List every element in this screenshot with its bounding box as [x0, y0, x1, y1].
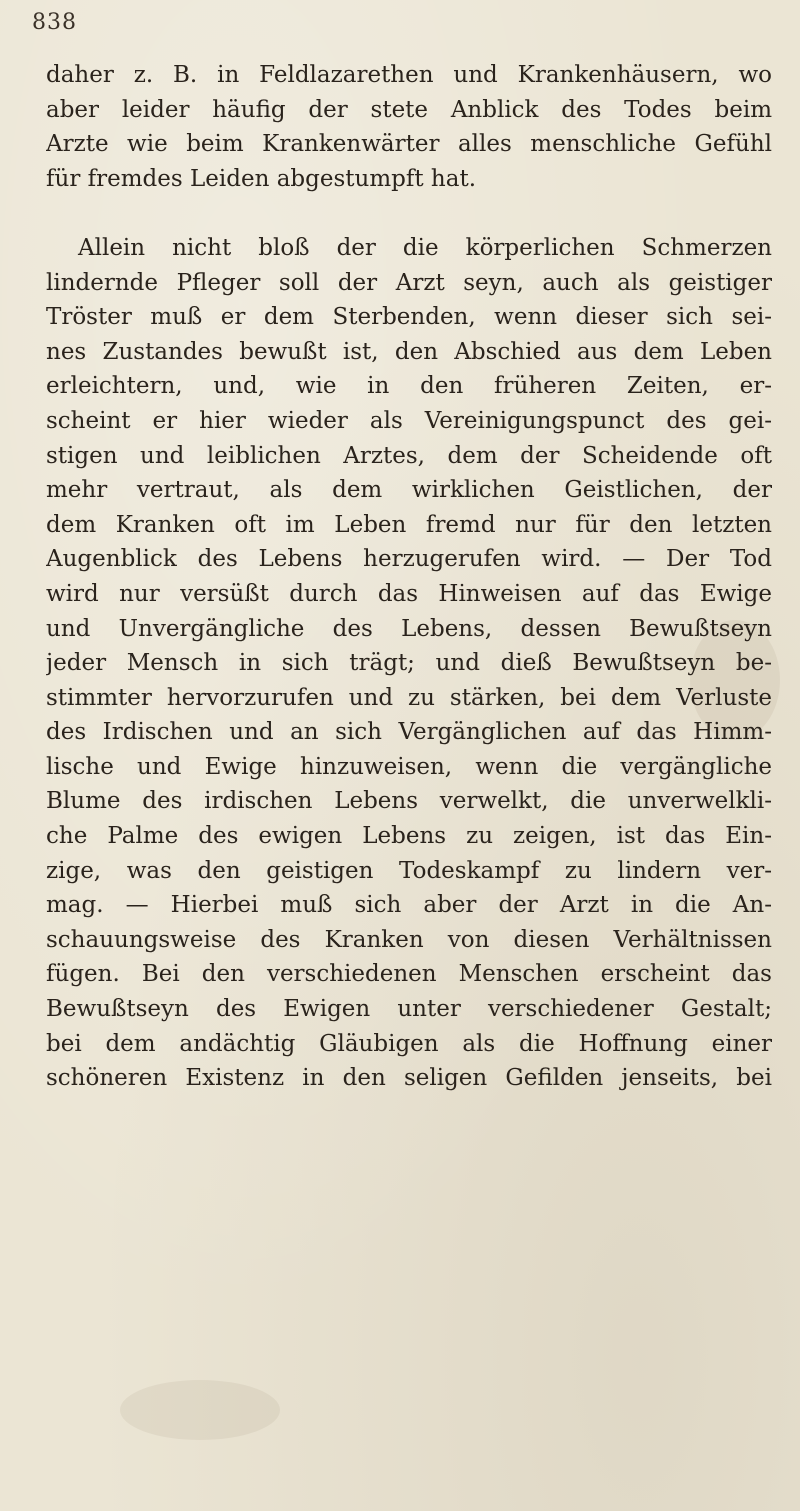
text-line: aber leider häufig der stete Anblick des Todes beim	[46, 96, 772, 123]
text-line: Arzte wie beim Krankenwärter alles menschliche Gefühl	[46, 131, 772, 158]
text-line: mag. — Hierbei muß sich aber der Arzt in die An-	[46, 892, 772, 919]
text-line: stimmter hervorzurufen und zu stärken, bei dem Verluste	[46, 684, 772, 711]
text-line: Augenblick des Lebens herzugerufen wird. — Der Tod	[46, 546, 772, 573]
paper-stain	[120, 1380, 280, 1440]
text-line: Tröster muß er dem Sterbenden, wenn dieser sich sei-	[46, 304, 772, 331]
text-line: lische und Ewige hinzuweisen, wenn die vergängliche	[46, 753, 772, 780]
paragraph-2	[46, 231, 772, 1096]
page-number: 838	[32, 10, 77, 35]
text-line: scheint er hier wieder als Vereinigungspunct des gei-	[46, 407, 772, 434]
text-line: schauungsweise des Kranken von diesen Verhältnissen	[46, 926, 772, 953]
text-line: Bewußtseyn des Ewigen unter verschiedener Gestalt;	[46, 996, 772, 1023]
text-line: und Unvergängliche des Lebens, dessen Bewußtseyn	[46, 615, 772, 642]
text-line: mehr vertraut, als dem wirklichen Geistlichen, der	[46, 477, 772, 504]
text-line: fügen. Bei den verschiedenen Menschen erscheint das	[46, 961, 772, 988]
text-line: bei dem andächtig Gläubigen als die Hoffnung einer	[46, 1030, 772, 1057]
paragraph-gap	[46, 196, 772, 231]
text-line: lindernde Pfleger soll der Arzt seyn, auch als geistiger	[46, 269, 772, 296]
text-line: Allein nicht bloß der die körperlichen Schmerzen	[78, 234, 772, 261]
body-text	[46, 58, 772, 1096]
text-line: dem Kranken oft im Leben fremd nur für den letzten	[46, 511, 772, 538]
text-line: erleichtern, und, wie in den früheren Zeiten, er-	[46, 373, 772, 400]
text-line: schöneren Existenz in den seligen Gefilden jenseits, bei	[46, 1065, 772, 1092]
text-line: daher z. B. in Feldlazarethen und Krankenhäusern, wo	[46, 62, 772, 88]
text-line: des Irdischen und an sich Vergänglichen auf das Himm-	[46, 719, 772, 746]
paragraph-1	[46, 58, 772, 196]
text-line: für fremdes Leiden abgestumpft hat.	[46, 165, 477, 192]
text-line: stigen und leiblichen Arztes, dem der Scheidende oft	[46, 442, 772, 469]
text-line: zige, was den geistigen Todeskampf zu lindern ver-	[46, 857, 772, 884]
text-line: nes Zustandes bewußt ist, den Abschied aus dem Leben	[46, 338, 772, 365]
text-line: che Palme des ewigen Lebens zu zeigen, ist das Ein-	[46, 823, 772, 850]
text-line: wird nur versüßt durch das Hinweisen auf das Ewige	[46, 580, 772, 607]
text-line: Blume des irdischen Lebens verwelkt, die unverwelkli-	[46, 788, 772, 815]
text-line: jeder Mensch in sich trägt; und dieß Bewußtseyn be-	[46, 650, 772, 677]
